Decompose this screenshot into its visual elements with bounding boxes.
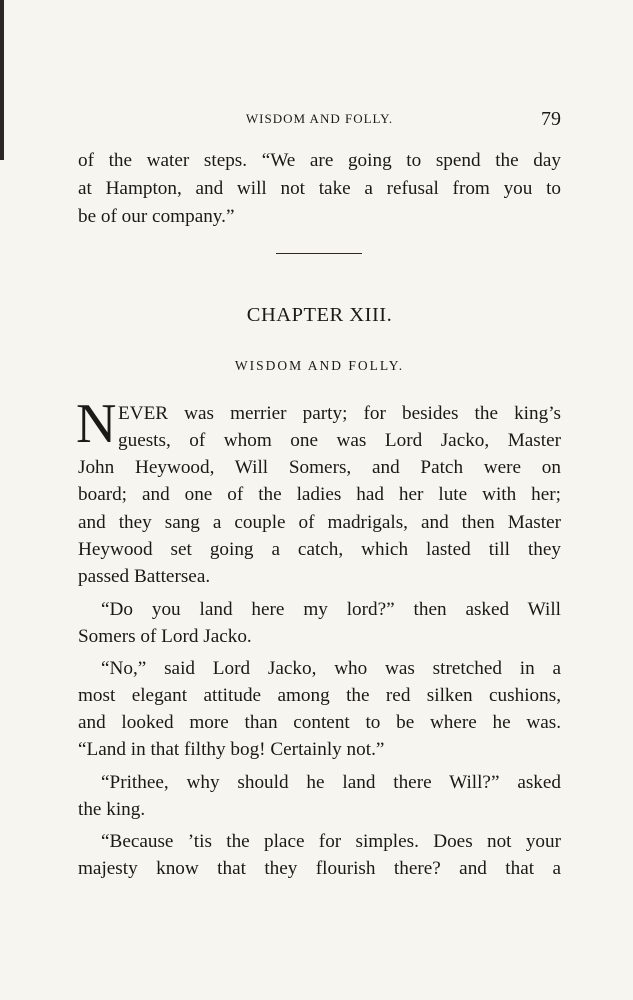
running-title: WISDOM AND FOLLY. [245, 111, 394, 126]
drop-cap-letter: N [76, 393, 117, 455]
chapter-heading: CHAPTER XIII. [246, 304, 393, 326]
paragraph-line: guests, of whom one was Lord Jacko, Master [118, 430, 561, 451]
chapter-subtitle: WISDOM AND FOLLY. [234, 358, 405, 373]
continuation-line: at Hampton, and will not take a refusal from you to [78, 178, 561, 199]
paragraph-line: the king. [78, 799, 146, 820]
paragraph-line: “Do you land here my lord?” then asked Will [101, 599, 561, 620]
continuation-line: of the water steps. “We are going to spend the day [78, 150, 561, 171]
page-binding-edge [0, 0, 4, 160]
paragraph-line: passed Battersea. [78, 566, 211, 587]
paragraph-line: Heywood set going a catch, which lasted till they [78, 539, 561, 560]
paragraph-line: most elegant attitude among the red silken cushions, [78, 685, 561, 706]
paragraph-line: Somers of Lord Jacko. [78, 626, 252, 647]
paragraph-line: John Heywood, Will Somers, and Patch were on [78, 457, 561, 478]
paragraph-line: board; and one of the ladies had her lute with her; [78, 484, 561, 505]
paragraph-line: “Because ’tis the place for simples. Does not your [101, 831, 561, 852]
paragraph-line: “No,” said Lord Jacko, who was stretched in a [101, 658, 561, 679]
paragraph-line: EVER was merrier party; for besides the king’s [118, 403, 561, 424]
paragraph-line: “Land in that filthy bog! Certainly not.” [78, 739, 385, 760]
page-number: 79 [541, 108, 561, 130]
paragraph-line: and they sang a couple of madrigals, and then Master [78, 512, 561, 533]
paragraph-line: majesty know that they flourish there? and that a [78, 858, 561, 879]
running-head [78, 108, 561, 132]
continuation-line: be of our company.” [78, 206, 235, 227]
section-divider-rule [276, 253, 362, 254]
paragraph-line: “Prithee, why should he land there Will?” asked [101, 772, 561, 793]
paragraph-line: and looked more than content to be where he was. [78, 712, 561, 733]
